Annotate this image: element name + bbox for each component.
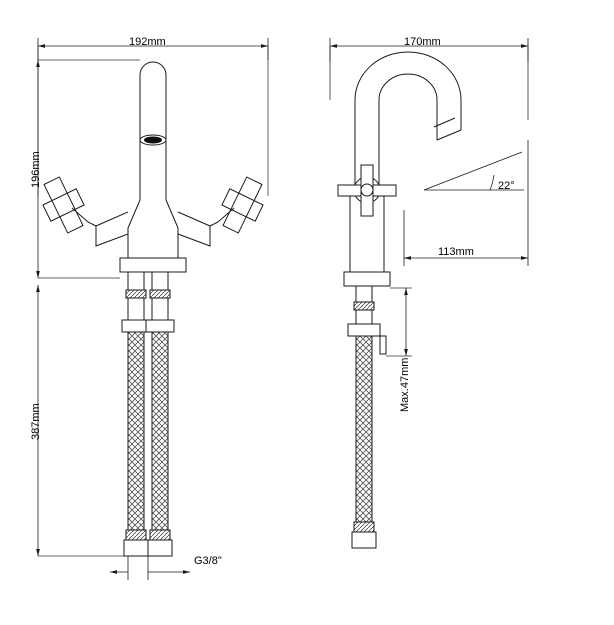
dim-max-thickness-label: Max.47mm [399,357,411,412]
dim-spout-angle-label: 22° [498,180,515,192]
dim-side-projection-label: 113mm [438,246,474,258]
dimension-lines [38,38,528,580]
dim-front-width-label: 192mm [129,36,166,48]
dim-front-lower-height-label: 387mm [30,403,42,440]
front-view-geometry [43,62,263,556]
dim-front-upper-height-label: 196mm [30,151,42,188]
dim-side-reach-label: 170mm [404,36,441,48]
dim-thread-size-label: G3/8" [194,555,222,567]
side-view-geometry [338,52,461,548]
